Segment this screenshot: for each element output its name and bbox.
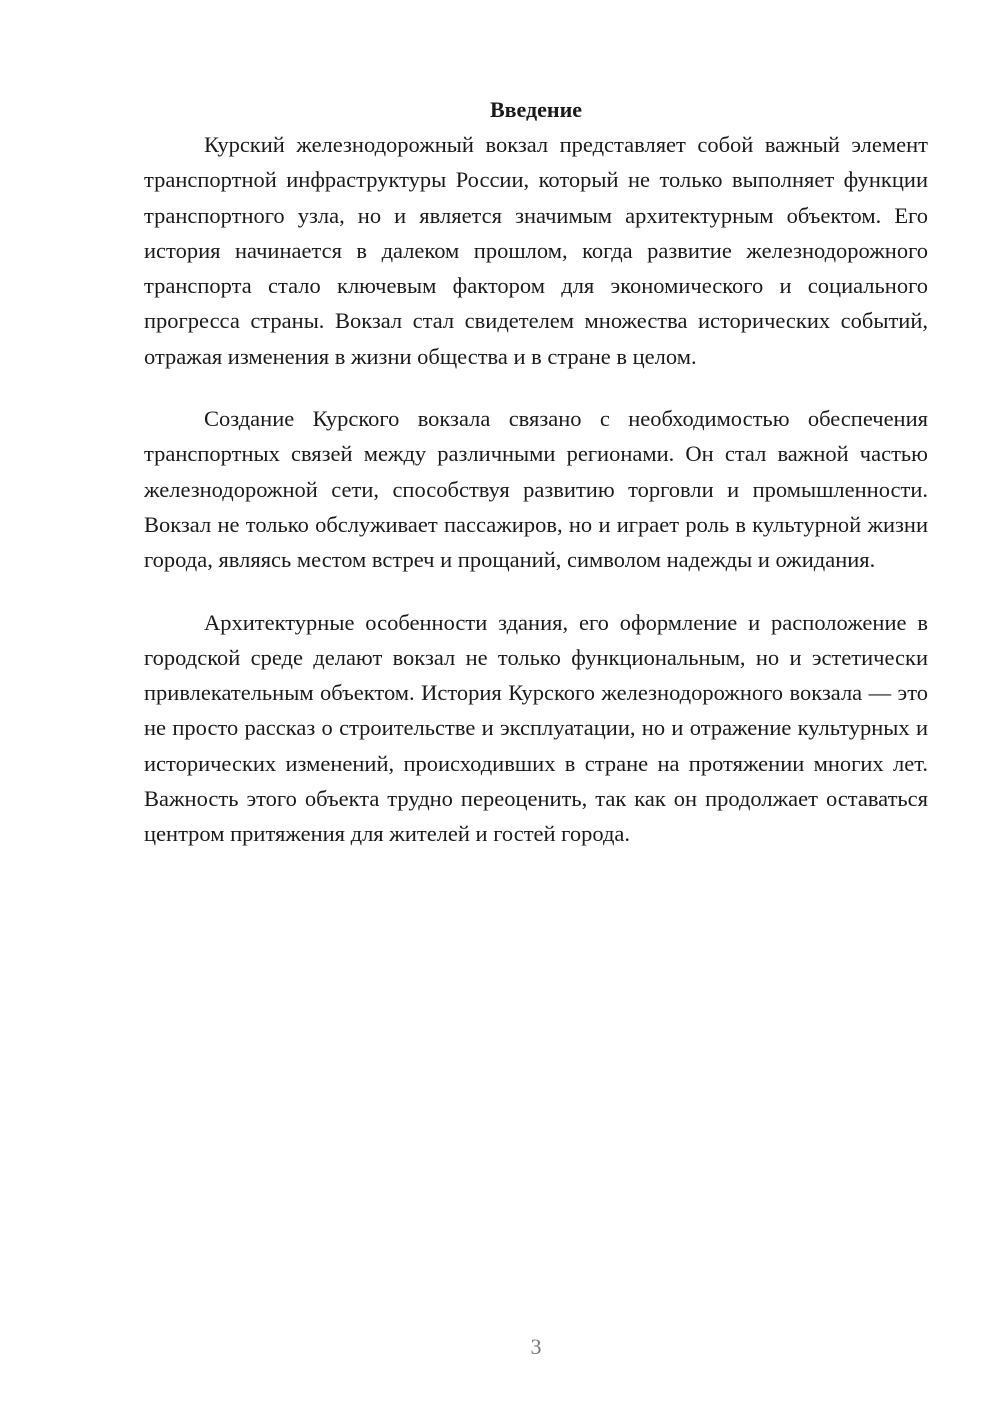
paragraph-2: Создание Курского вокзала связано с необходимостью обеспечения транспортных связей между различными регионами. Он стал важной частью железнодорожной сети, способствуя развитию торговли и промышленности. Вокзал не только обслуживает пассажиров, но и играет роль в культурной жизни города, являясь местом встреч и прощаний, символом надежды и ожидания. [144, 406, 928, 573]
page-content [144, 92, 928, 879]
paragraph-3: Архитектурные особенности здания, его оформление и расположение в городской среде делают вокзал не только функциональным, но и эстетически привлекательным объектом. История Курского железнодорожного вокзала — это не просто рассказ о строительстве и эксплуатации, но и отражение культурных и исторических изменений, происходивших в стране на протяжении многих лет. Важность этого объекта трудно переоценить, так как он продолжает оставаться центром притяжения для жителей и гостей города. [144, 609, 928, 847]
paragraph-1: Курский железнодорожный вокзал представляет собой важный элемент транспортной инфраструктуры России, который не только выполняет функции транспортного узла, но и является значимым архитектурным объектом. Его история начинается в далеком прошлом, когда развитие железнодорожного транспорта стало ключевым фактором для экономического и социального прогресса страны. Вокзал стал свидетелем множества исторических событий, отражая изменения в жизни общества и в стране в целом. [144, 132, 928, 369]
page-number: 3 [530, 1334, 542, 1359]
section-heading: Введение [489, 97, 583, 122]
